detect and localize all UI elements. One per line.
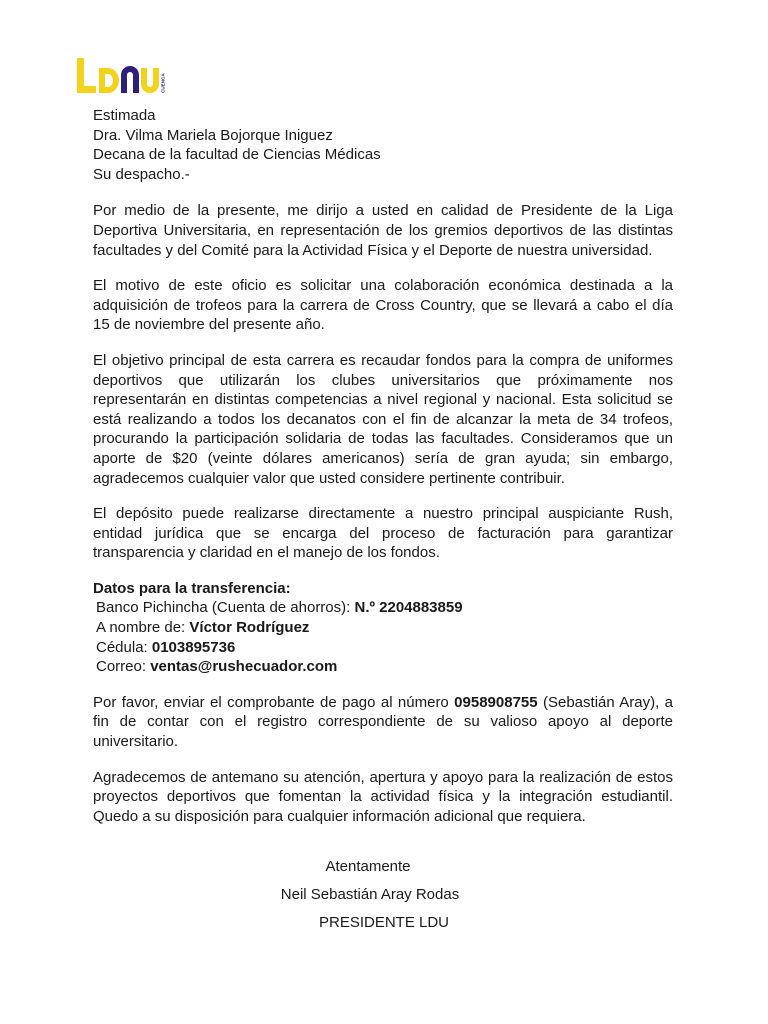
paragraph-purpose: El motivo de este oficio es solicitar una colaboración económica destinada a la adquisición de trofeos para la carrera de Cross Country, que se llevará a cabo el día 15 de noviembre del presente año. [93,277,673,334]
signature-title: PRESIDENTE LDU [318,914,450,931]
bank-id-value: 0103895736 [151,638,236,656]
ldu-logo [76,56,166,96]
bank-email-label: Correo: [96,658,151,676]
signature-name: Neil Sebastián Aray Rodas [280,886,460,903]
recipient-name: Dra. Vilma Mariela Bojorque Iniguez [93,126,333,144]
receipt-text-after: (Sebastián Aray), a fin de contar con el registro correspondiente de su valioso apoyo al deporte universitario. [93,693,673,751]
paragraph-closing: Agradecemos de antemano su atención, apertura y apoyo para la realización de estos proyectos deportivos que fomentan la actividad física y la integración estudiantil. Quedo a su disposición para cualquier información adicional que requiera. [93,768,673,825]
receipt-phone: 0958908755 [454,693,538,711]
bank-details [93,579,673,677]
paragraph-introduction: Por medio de la presente, me dirijo a usted en calidad de Presidente de la Liga Deportiva Universitaria, en representación de los gremios deportivos de las distintas facultades y del Comité para la Actividad Física y el Deporte de nuestra universidad. [93,202,673,259]
salutation-line: Estimada [93,107,156,124]
signature-closing: Atentamente [325,858,411,875]
paragraph-deposit: El depósito puede realizarse directamente a nuestro principal auspiciante Rush, entidad jurídica que se encarga del proceso de facturación para garantizar transparencia y claridad en el manejo de los fondos. [93,505,673,562]
letter-body [93,106,673,826]
salutation-closing: Su despacho.- [93,165,190,183]
bank-name-label: A nombre de: [96,619,190,637]
bank-account-value: N.º 2204883859 [354,599,463,617]
bank-name-line [93,618,673,638]
bank-account-label: Banco Pichincha (Cuenta de ahorros): [96,599,355,617]
paragraph-receipt [93,693,673,752]
bank-account-line [93,598,673,618]
bank-email-line [93,657,673,677]
bank-email-value: ventas@rushecuador.com [150,658,338,676]
bank-name-value: Víctor Rodríguez [189,619,310,637]
bank-id-label: Cédula: [96,638,152,656]
bank-id-line [93,638,673,658]
salutation [93,106,673,184]
bank-heading: Datos para la transferencia: [93,579,291,597]
recipient-position: Decana de la facultad de Ciencias Médicas [93,146,381,164]
receipt-text-before: Por favor, enviar el comprobante de pago al número [93,693,455,711]
logo-subtext: CUENCA [160,73,166,93]
paragraph-objective: El objetivo principal de esta carrera es recaudar fondos para la compra de uniformes deportivos que utilizarán los clubes universitarios que próximamente nos representarán en distintas competencias a nivel regional y nacional. Esta solicitud se está realizando a todos los decanatos con el fin de alcanzar la meta de 34 trofeos, procurando la participación solidaria de todas las facultades. Consideramos que un aporte de $20 (veinte dólares americanos) sería de gran ayuda; sin embargo, agradecemos cualquier valor que usted considere pertinente contribuir. [93,351,673,487]
